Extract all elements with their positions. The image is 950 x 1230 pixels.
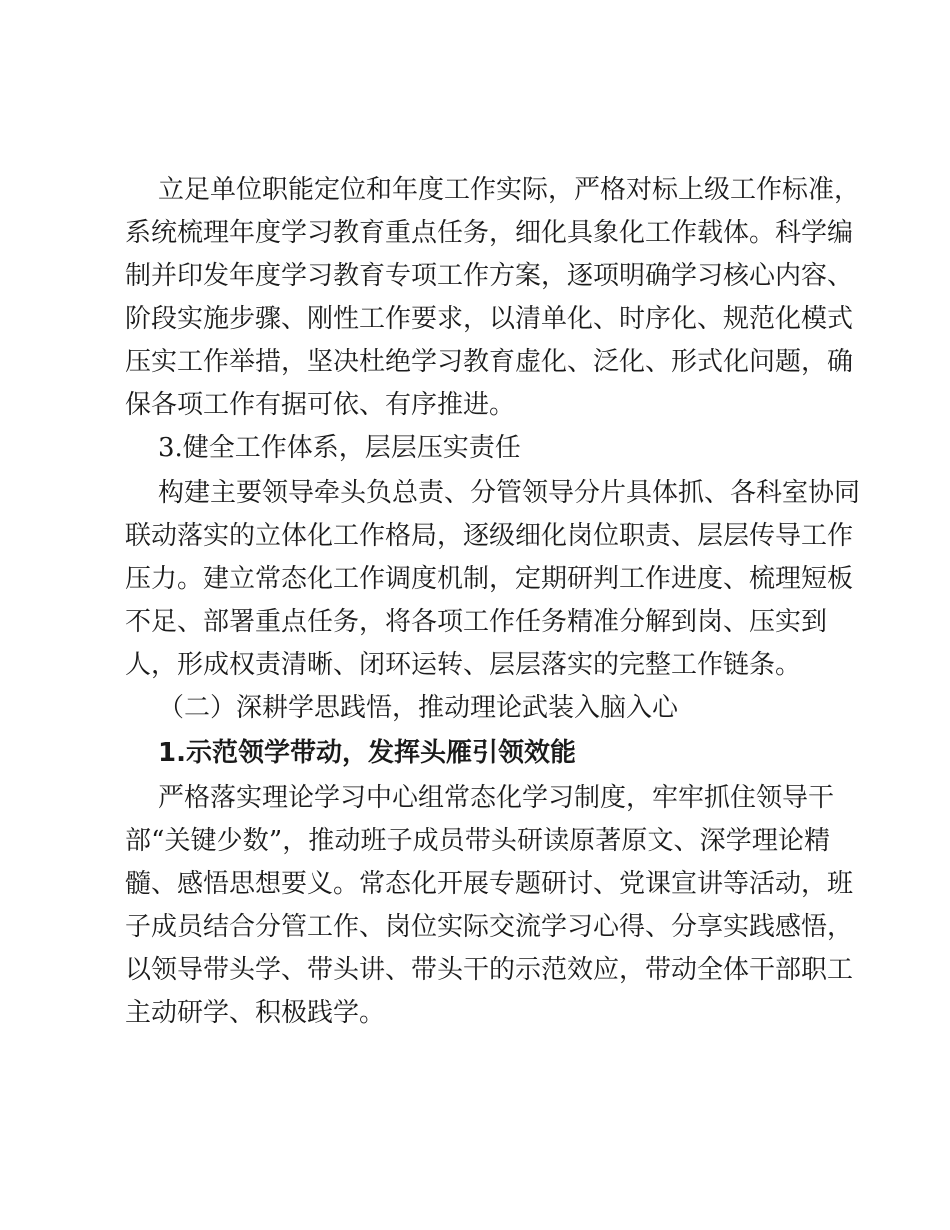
paragraph-1-line: 立足单位职能定位和年度工作实际，严格对标上级工作标准， [158, 175, 861, 205]
paragraph-3-line: 严格落实理论学习中心组常态化学习制度，牢牢抓住领导干 [158, 783, 835, 813]
paragraph-3-line: 部“关键少数”，推动班子成员带头研读原著原文、深学理论精 [125, 826, 830, 856]
paragraph-1-line: 保各项工作有据可依、有序推进。 [125, 390, 516, 420]
paragraph-2-line: 人，形成权责清晰、闭环运转、层层落实的完整工作链条。 [125, 650, 802, 680]
paragraph-3-line: 以领导带头学、带头讲、带头干的示范效应，带动全体干部职工 [125, 955, 854, 985]
paragraph-2-line: 构建主要领导牵头负总责、分管领导分片具体抓、各科室协同 [158, 478, 861, 508]
paragraph-1-line: 压实工作举措，坚决杜绝学习教育虚化、泛化、形式化问题，确 [125, 347, 854, 377]
subheading-3: 3.健全工作体系，层层压实责任 [158, 433, 521, 463]
paragraph-2-line: 不足、部署重点任务，将各项工作任务精准分解到岗、压实到 [125, 607, 828, 637]
section-heading: （二）深耕学思践悟，推动理论武装入脑入心 [158, 693, 679, 723]
paragraph-3-line: 子成员结合分管工作、岗位实际交流学习心得、分享实践感悟， [125, 912, 854, 942]
paragraph-2-line: 联动落实的立体化工作格局，逐级细化岗位职责、层层传导工作 [125, 521, 854, 551]
paragraph-3-line: 主动研学、积极践学。 [125, 998, 386, 1028]
paragraph-1-line: 阶段实施步骤、刚性工作要求，以清单化、时序化、规范化模式 [125, 304, 854, 334]
subheading-1: 1.示范领学带动，发挥头雁引领效能 [158, 738, 576, 768]
paragraph-3-line: 髓、感悟思想要义。常态化开展专题研讨、党课宣讲等活动，班 [125, 869, 854, 899]
paragraph-1-line: 制并印发年度学习教育专项工作方案，逐项明确学习核心内容、 [125, 261, 854, 291]
paragraph-2-line: 压力。建立常态化工作调度机制，定期研判工作进度、梳理短板 [125, 564, 854, 594]
paragraph-1-line: 系统梳理年度学习教育重点任务，细化具象化工作载体。科学编 [125, 218, 854, 248]
